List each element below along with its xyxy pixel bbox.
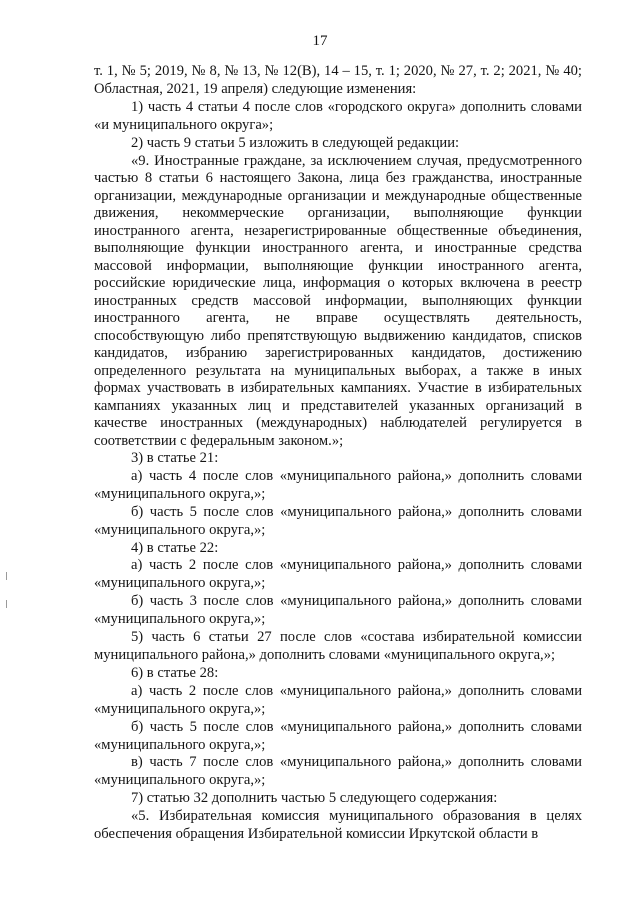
paragraph-item-2: 2) часть 9 статьи 5 изложить в следующей редакции: (131, 134, 460, 151)
paragraph-article-9-text: «9. Иностранные граждане, за исключением случая, предусмотренного частью 8 статьи 6 настоящего Закона, лица без гражданства, иностранные организации, международные организации и международные общественные движения, некоммерческие организации, выполняющие функции иностранного агента, незарегистрированные общественные объединения, выполняющие функции иностранного агента, и иностранные средства массовой информации, выполняющие функции иностранного агента, российские юридические лица, информация о которых включена в реестр иностранных средств массовой информации, выполняющих функции иностранного агента, не вправе осуществлять деятельность, способствующую либо препятствующую выдвижению кандидатов, списков кандидатов, избранию зарегистрированных кандидатов, достижению определенного результата на муниципальных выборах, а также в иных формах участвовать в избирательных кампаниях. Участие в избирательных кампаниях указанных лиц и представителей указанных организаций в качестве иностранных (международных) наблюдателей регулируется в соответствии с федеральным законом.»; (94, 152, 582, 449)
paragraph-part-5-text: «5. Избирательная комиссия муниципального образования в целях обеспечения обращения Избирательной комиссии Иркутской области в (94, 808, 582, 843)
paragraph-item-6v: в) часть 7 после слов «муниципального района,» дополнить словами «муниципального округа,»; (94, 754, 582, 789)
scan-margin-mark (6, 572, 7, 580)
paragraph-item-6b: б) часть 5 после слов «муниципального района,» дополнить словами «муниципального округа,»; (94, 718, 582, 753)
paragraph-item-5: 5) часть 6 статьи 27 после слов «состава избирательной комиссии муниципального района,» дополнить словами «муниципального округа,»; (94, 629, 582, 663)
paragraph-item-4a: а) часть 2 после слов «муниципального района,» дополнить словами «муниципального округа,»; (94, 557, 582, 592)
paragraph-item-4: 4) в статье 22: (131, 539, 219, 556)
paragraph-item-6: 6) в статье 28: (131, 664, 219, 681)
paragraph-item-3: 3) в статье 21: (131, 450, 219, 467)
paragraph-item-1: 1) часть 4 статьи 4 после слов «городского округа» дополнить словами «и муниципального округа»; (94, 98, 582, 133)
paragraph-item-3a: а) часть 4 после слов «муниципального района,» дополнить словами «муниципального округа,»; (94, 467, 582, 502)
scan-margin-mark (6, 600, 7, 608)
paragraph-item-3b: б) часть 5 после слов «муниципального района,» дополнить словами «муниципального округа,»; (94, 503, 582, 538)
paragraph-item-7: 7) статью 32 дополнить частью 5 следующего содержания: (131, 790, 498, 807)
document-body (94, 63, 582, 844)
paragraph-continuation: т. 1, № 5; 2019, № 8, № 13, № 12(В), 14 – 15, т. 1; 2020, № 27, т. 2; 2021, № 40; Областная, 2021, 19 апреля) следующие изменения: (94, 63, 582, 97)
paragraph-item-6a: а) часть 2 после слов «муниципального района,» дополнить словами «муниципального округа,»; (94, 682, 582, 717)
paragraph-item-4b: б) часть 3 после слов «муниципального района,» дополнить словами «муниципального округа,»; (94, 593, 582, 628)
page-number: 17 (312, 33, 328, 49)
